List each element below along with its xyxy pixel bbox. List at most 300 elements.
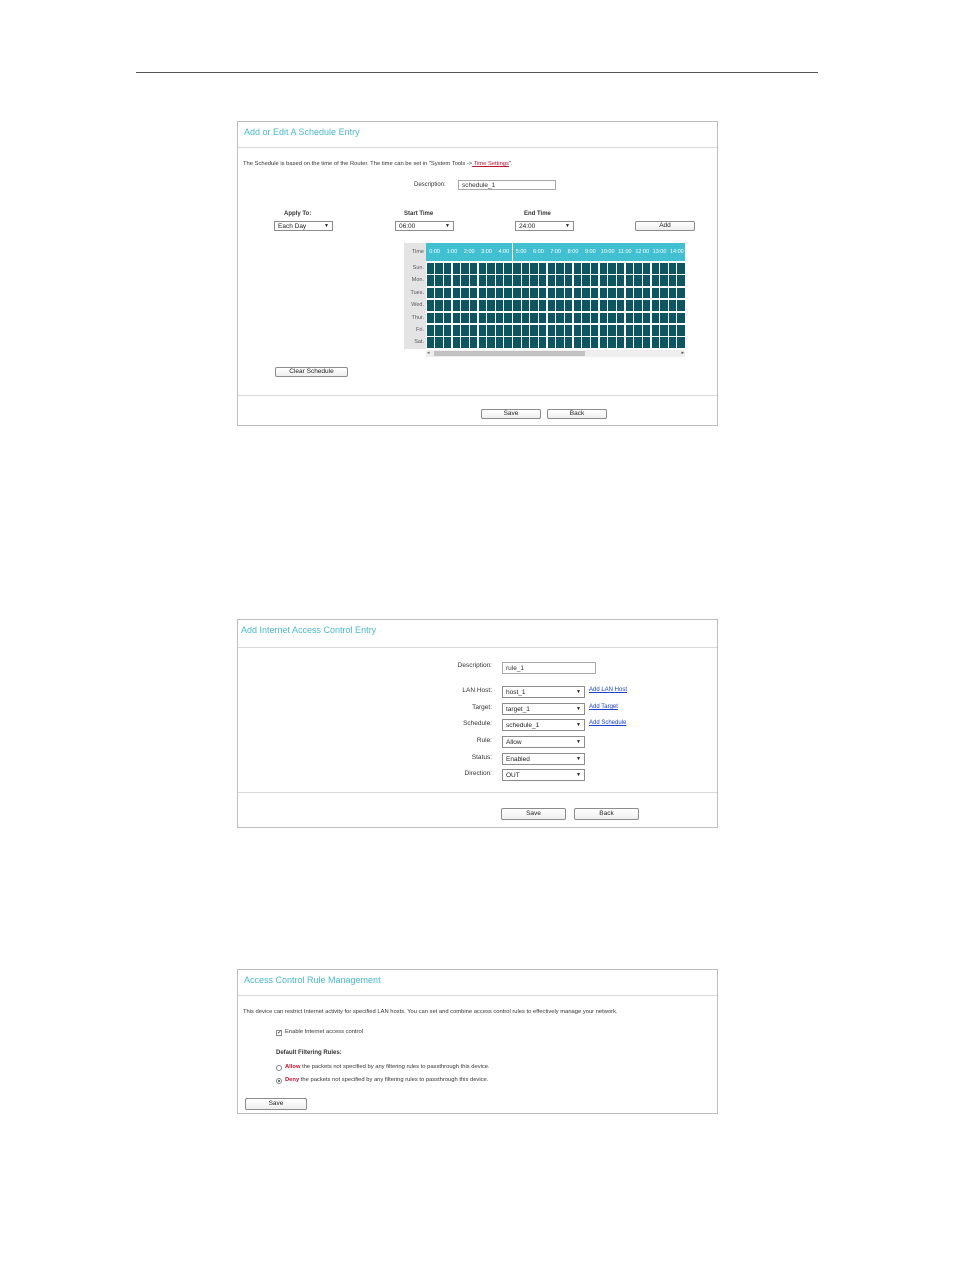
default-filtering-rules-label: Default Filtering Rules: xyxy=(276,1050,342,1056)
schedule-cell[interactable] xyxy=(504,288,511,299)
schedule-cell[interactable] xyxy=(435,263,442,274)
chevron-down-icon: ▼ xyxy=(576,706,581,712)
panel-title: Access Control Rule Management xyxy=(244,975,381,985)
schedule-cell[interactable] xyxy=(504,300,511,311)
schedule-cell[interactable] xyxy=(582,263,589,274)
schedule-cell[interactable] xyxy=(522,288,529,299)
hour-header: 10:00 xyxy=(599,243,616,261)
direction-label: Direction: xyxy=(464,770,492,777)
schedule-cell[interactable] xyxy=(591,300,598,311)
schedule-cell[interactable] xyxy=(487,263,494,274)
schedule-cell[interactable] xyxy=(487,325,494,336)
schedule-cell[interactable] xyxy=(591,325,598,336)
schedule-cell[interactable] xyxy=(626,263,633,274)
schedule-cell[interactable] xyxy=(626,337,633,348)
schedule-cell[interactable] xyxy=(634,300,641,311)
day-label: Mon. xyxy=(411,277,424,284)
day-label: Sat. xyxy=(414,339,424,346)
direction-select[interactable]: OUT ▼ xyxy=(502,769,585,781)
access-control-entry-panel xyxy=(237,619,718,828)
schedule-cell[interactable] xyxy=(548,337,555,348)
divider xyxy=(238,647,717,648)
schedule-cell[interactable] xyxy=(522,313,529,324)
schedule-cell[interactable] xyxy=(453,337,460,348)
schedule-cell[interactable] xyxy=(669,337,676,348)
day-label: Fri. xyxy=(416,327,424,333)
hour-header: 11:00 xyxy=(616,243,633,261)
schedule-cell[interactable] xyxy=(643,325,650,336)
schedule-cell[interactable] xyxy=(453,300,460,311)
schedule-cell[interactable] xyxy=(504,275,511,286)
schedule-cell[interactable] xyxy=(427,288,434,299)
schedule-cell[interactable] xyxy=(677,275,684,286)
schedule-cell[interactable] xyxy=(513,337,520,348)
schedule-cell[interactable] xyxy=(479,313,486,324)
schedule-cell[interactable] xyxy=(565,313,572,324)
schedule-cell[interactable] xyxy=(556,288,563,299)
scroll-thumb[interactable] xyxy=(434,351,585,356)
schedule-cell[interactable] xyxy=(574,325,581,336)
schedule-cell[interactable] xyxy=(530,300,537,311)
chevron-down-icon: ▼ xyxy=(576,739,581,745)
schedule-cell[interactable] xyxy=(435,275,442,286)
schedule-cell[interactable] xyxy=(427,325,434,336)
schedule-select[interactable]: schedule_1 ▼ xyxy=(502,719,585,731)
schedule-cell[interactable] xyxy=(652,288,659,299)
schedule-cell[interactable] xyxy=(677,313,684,324)
description-label: Description: xyxy=(414,182,446,188)
schedule-cell[interactable] xyxy=(444,288,451,299)
hour-header: 12:00 xyxy=(634,243,651,261)
schedule-cell[interactable] xyxy=(652,337,659,348)
allow-radio[interactable] xyxy=(276,1065,282,1071)
schedule-cell[interactable] xyxy=(427,337,434,348)
description-input[interactable]: rule_1 xyxy=(502,662,596,674)
schedule-cell[interactable] xyxy=(444,313,451,324)
schedule-cell[interactable] xyxy=(548,313,555,324)
schedule-cell[interactable] xyxy=(643,275,650,286)
schedule-cell[interactable] xyxy=(600,313,607,324)
schedule-cell[interactable] xyxy=(435,325,442,336)
schedule-cell[interactable] xyxy=(522,263,529,274)
schedule-cell[interactable] xyxy=(504,337,511,348)
schedule-cell[interactable] xyxy=(487,275,494,286)
schedule-cell[interactable] xyxy=(548,263,555,274)
add-schedule-link[interactable]: Add Schedule xyxy=(589,720,627,726)
schedule-cell[interactable] xyxy=(617,337,624,348)
schedule-cell[interactable] xyxy=(496,263,503,274)
schedule-cell[interactable] xyxy=(669,300,676,311)
schedule-cell[interactable] xyxy=(574,263,581,274)
allow-rule-text: Allow the packets not specified by any filtering rules to passthrough this device. xyxy=(285,1064,490,1070)
schedule-cell[interactable] xyxy=(608,263,615,274)
schedule-cell[interactable] xyxy=(522,275,529,286)
schedule-cell[interactable] xyxy=(548,288,555,299)
schedule-cell[interactable] xyxy=(556,275,563,286)
schedule-cell[interactable] xyxy=(530,337,537,348)
day-label: Thur. xyxy=(411,314,424,321)
schedule-cell[interactable] xyxy=(479,337,486,348)
save-button[interactable]: Save xyxy=(245,1098,307,1110)
schedule-cell[interactable] xyxy=(582,288,589,299)
schedule-cell[interactable] xyxy=(479,263,486,274)
start-time-select[interactable]: 06:00 ▼ xyxy=(395,221,454,231)
hour-header: 13:00 xyxy=(651,243,668,261)
chevron-down-icon: ▼ xyxy=(576,756,581,762)
hour-header: 14:00 xyxy=(668,243,685,261)
schedule-cell[interactable] xyxy=(634,313,641,324)
schedule-cell[interactable] xyxy=(626,313,633,324)
hour-header: 0:00 xyxy=(426,243,443,261)
schedule-cell[interactable] xyxy=(435,313,442,324)
hour-header: 8:00 xyxy=(564,243,581,261)
schedule-cell[interactable] xyxy=(652,275,659,286)
target-label: Target: xyxy=(472,704,492,711)
schedule-cell[interactable] xyxy=(582,337,589,348)
schedule-cell[interactable] xyxy=(556,337,563,348)
schedule-cell[interactable] xyxy=(530,263,537,274)
schedule-cell[interactable] xyxy=(530,325,537,336)
schedule-cell[interactable] xyxy=(470,275,477,286)
schedule-cell[interactable] xyxy=(574,288,581,299)
chevron-down-icon: ▼ xyxy=(576,689,581,695)
save-button[interactable]: Save xyxy=(501,808,566,820)
schedule-cell[interactable] xyxy=(574,337,581,348)
clear-schedule-button[interactable]: Clear Schedule xyxy=(275,367,348,377)
lan-host-label: LAN Host: xyxy=(462,687,492,694)
schedule-cell[interactable] xyxy=(608,288,615,299)
schedule-cell[interactable] xyxy=(487,337,494,348)
schedule-cell[interactable] xyxy=(496,288,503,299)
enable-access-control-label: Enable Internet access control xyxy=(285,1029,363,1035)
schedule-cell[interactable] xyxy=(453,275,460,286)
schedule-cell[interactable] xyxy=(513,263,520,274)
hour-header: 4:00 xyxy=(495,243,512,261)
time-header: Time xyxy=(411,249,424,255)
schedule-cell[interactable] xyxy=(522,300,529,311)
schedule-cell[interactable] xyxy=(600,288,607,299)
chevron-down-icon: ▼ xyxy=(576,772,581,778)
schedule-cell[interactable] xyxy=(608,300,615,311)
schedule-cell[interactable] xyxy=(626,275,633,286)
schedule-cell[interactable] xyxy=(444,325,451,336)
schedule-cell[interactable] xyxy=(487,300,494,311)
chevron-down-icon: ▼ xyxy=(565,223,570,229)
schedule-cell[interactable] xyxy=(539,263,546,274)
lan-host-select[interactable]: host_1 ▼ xyxy=(502,686,585,698)
schedule-cell[interactable] xyxy=(617,325,624,336)
schedule-cell[interactable] xyxy=(660,275,667,286)
schedule-grid xyxy=(404,243,686,359)
panel-title: Add or Edit A Schedule Entry xyxy=(244,127,360,137)
schedule-cell[interactable] xyxy=(444,263,451,274)
schedule-cell[interactable] xyxy=(496,313,503,324)
schedule-cell[interactable] xyxy=(565,337,572,348)
schedule-cell[interactable] xyxy=(574,275,581,286)
schedule-cell[interactable] xyxy=(660,337,667,348)
schedule-cell[interactable] xyxy=(479,325,486,336)
schedule-cell[interactable] xyxy=(608,337,615,348)
schedule-cell[interactable] xyxy=(643,300,650,311)
schedule-cell[interactable] xyxy=(539,288,546,299)
schedule-cell[interactable] xyxy=(470,263,477,274)
schedule-cell[interactable] xyxy=(548,325,555,336)
schedule-cell[interactable] xyxy=(470,313,477,324)
time-settings-link[interactable]: Time Settings xyxy=(472,161,509,167)
schedule-cell[interactable] xyxy=(513,313,520,324)
schedule-cell[interactable] xyxy=(574,313,581,324)
schedule-cell[interactable] xyxy=(504,313,511,324)
schedule-cell[interactable] xyxy=(453,325,460,336)
schedule-cell[interactable] xyxy=(444,300,451,311)
schedule-cell[interactable] xyxy=(461,263,468,274)
schedule-cell[interactable] xyxy=(522,325,529,336)
schedule-cell[interactable] xyxy=(617,288,624,299)
schedule-cell[interactable] xyxy=(470,300,477,311)
schedule-cell[interactable] xyxy=(591,313,598,324)
schedule-cell[interactable] xyxy=(427,263,434,274)
schedule-cell[interactable] xyxy=(539,313,546,324)
hour-header: 9:00 xyxy=(582,243,599,261)
schedule-cell[interactable] xyxy=(677,325,684,336)
schedule-cell[interactable] xyxy=(565,275,572,286)
schedule-cell[interactable] xyxy=(530,275,537,286)
schedule-cell[interactable] xyxy=(677,337,684,348)
schedule-cell[interactable] xyxy=(591,263,598,274)
chevron-down-icon: ▼ xyxy=(324,223,329,229)
schedule-cell[interactable] xyxy=(556,300,563,311)
schedule-cell[interactable] xyxy=(444,275,451,286)
schedule-cell[interactable] xyxy=(487,288,494,299)
schedule-cell[interactable] xyxy=(652,325,659,336)
schedule-cell[interactable] xyxy=(513,288,520,299)
schedule-cell[interactable] xyxy=(496,300,503,311)
schedule-cell[interactable] xyxy=(626,288,633,299)
day-label-column xyxy=(404,243,426,349)
schedule-cell[interactable] xyxy=(634,337,641,348)
schedule-cell[interactable] xyxy=(513,275,520,286)
schedule-cell[interactable] xyxy=(574,300,581,311)
schedule-cell[interactable] xyxy=(660,300,667,311)
panel-title: Add Internet Access Control Entry xyxy=(241,625,377,635)
apply-to-label: Apply To: xyxy=(284,211,312,217)
schedule-cell[interactable] xyxy=(539,337,546,348)
schedule-cell[interactable] xyxy=(496,325,503,336)
schedule-cell[interactable] xyxy=(470,325,477,336)
schedule-cell[interactable] xyxy=(652,313,659,324)
schedule-cell[interactable] xyxy=(435,337,442,348)
schedule-cell[interactable] xyxy=(435,300,442,311)
schedule-cell[interactable] xyxy=(669,263,676,274)
schedule-cell[interactable] xyxy=(643,313,650,324)
schedule-cell[interactable] xyxy=(444,337,451,348)
schedule-cell[interactable] xyxy=(600,263,607,274)
schedule-cell[interactable] xyxy=(522,337,529,348)
hour-header: 2:00 xyxy=(461,243,478,261)
page-top-rule xyxy=(136,72,818,73)
schedule-cell[interactable] xyxy=(617,300,624,311)
schedule-cell[interactable] xyxy=(617,263,624,274)
chevron-down-icon: ▼ xyxy=(576,722,581,728)
scroll-right-icon[interactable]: ▸ xyxy=(681,350,684,356)
enable-access-control-checkbox[interactable]: ✓ xyxy=(277,1030,283,1036)
schedule-cell[interactable] xyxy=(617,313,624,324)
schedule-cell[interactable] xyxy=(539,275,546,286)
rule-select[interactable]: Allow ▼ xyxy=(502,736,585,748)
schedule-cell[interactable] xyxy=(608,325,615,336)
schedule-cell[interactable] xyxy=(461,288,468,299)
schedule-cell[interactable] xyxy=(556,313,563,324)
schedule-cell[interactable] xyxy=(461,325,468,336)
schedule-cell[interactable] xyxy=(470,288,477,299)
schedule-cell[interactable] xyxy=(600,275,607,286)
schedule-cell[interactable] xyxy=(643,288,650,299)
rule-mgmt-info-text: This device can restrict Internet activity for specified LAN hosts. You can set and combine access control rules to effectively manage your network. xyxy=(243,1009,618,1015)
schedule-cell[interactable] xyxy=(461,275,468,286)
schedule-cell[interactable] xyxy=(487,313,494,324)
schedule-cell[interactable] xyxy=(582,313,589,324)
schedule-cell[interactable] xyxy=(496,275,503,286)
schedule-cell[interactable] xyxy=(600,300,607,311)
schedule-cell[interactable] xyxy=(530,313,537,324)
horizontal-scrollbar[interactable] xyxy=(426,350,685,357)
schedule-cell[interactable] xyxy=(591,275,598,286)
schedule-cell[interactable] xyxy=(643,263,650,274)
back-button[interactable]: Back xyxy=(574,808,639,820)
schedule-cell[interactable] xyxy=(548,275,555,286)
end-time-select[interactable]: 24:00 ▼ xyxy=(515,221,574,231)
description-label: Description: xyxy=(457,662,492,669)
schedule-cell[interactable] xyxy=(591,337,598,348)
schedule-cell[interactable] xyxy=(556,263,563,274)
scroll-left-icon[interactable]: ◂ xyxy=(427,350,430,356)
save-button[interactable]: Save xyxy=(481,409,541,419)
schedule-cell[interactable] xyxy=(548,300,555,311)
schedule-entry-panel xyxy=(237,121,718,426)
schedule-cell[interactable] xyxy=(504,325,511,336)
schedule-cell[interactable] xyxy=(669,288,676,299)
schedule-cell[interactable] xyxy=(565,300,572,311)
schedule-cell[interactable] xyxy=(660,288,667,299)
schedule-cell[interactable] xyxy=(600,325,607,336)
divider xyxy=(238,792,717,793)
schedule-cell[interactable] xyxy=(660,263,667,274)
schedule-cell[interactable] xyxy=(479,288,486,299)
schedule-info-text: The Schedule is based on the time of the Router. The time can be set in "System Tools -> Time Settings". xyxy=(243,161,513,167)
day-label: Wed. xyxy=(411,302,424,309)
deny-rule-text: Deny the packets not specified by any filtering rules to passthrough this device. xyxy=(285,1077,489,1083)
schedule-cell[interactable] xyxy=(427,275,434,286)
access-control-rule-management-panel xyxy=(237,969,718,1114)
schedule-cell[interactable] xyxy=(608,275,615,286)
hour-header: 3:00 xyxy=(478,243,495,261)
hour-header: 1:00 xyxy=(443,243,460,261)
schedule-cell[interactable] xyxy=(453,313,460,324)
schedule-cell[interactable] xyxy=(427,313,434,324)
schedule-cell[interactable] xyxy=(634,275,641,286)
schedule-cell[interactable] xyxy=(677,288,684,299)
status-label: Status: xyxy=(471,754,492,761)
schedule-cell[interactable] xyxy=(669,325,676,336)
schedule-cell[interactable] xyxy=(461,300,468,311)
schedule-cell[interactable] xyxy=(677,300,684,311)
schedule-cell[interactable] xyxy=(652,300,659,311)
schedule-cell[interactable] xyxy=(634,288,641,299)
divider xyxy=(238,147,717,148)
status-select[interactable]: Enabled ▼ xyxy=(502,753,585,765)
schedule-cell[interactable] xyxy=(556,325,563,336)
schedule-cell[interactable] xyxy=(435,288,442,299)
schedule-cell[interactable] xyxy=(427,300,434,311)
schedule-cell[interactable] xyxy=(634,325,641,336)
schedule-cell[interactable] xyxy=(530,288,537,299)
schedule-cell[interactable] xyxy=(539,300,546,311)
schedule-cell[interactable] xyxy=(591,288,598,299)
add-button[interactable]: Add xyxy=(635,221,695,231)
schedule-cell[interactable] xyxy=(582,325,589,336)
rule-label: Rule: xyxy=(476,737,492,744)
schedule-cell[interactable] xyxy=(660,313,667,324)
schedule-label: Schedule: xyxy=(463,720,492,727)
schedule-cell[interactable] xyxy=(453,263,460,274)
target-select[interactable]: target_1 ▼ xyxy=(502,703,585,715)
schedule-cell[interactable] xyxy=(582,300,589,311)
deny-radio[interactable] xyxy=(276,1078,282,1084)
schedule-cell[interactable] xyxy=(643,337,650,348)
schedule-cell[interactable] xyxy=(504,263,511,274)
schedule-cell[interactable] xyxy=(453,288,460,299)
schedule-cell[interactable] xyxy=(539,325,546,336)
schedule-cell[interactable] xyxy=(617,275,624,286)
schedule-cell[interactable] xyxy=(565,288,572,299)
schedule-cell[interactable] xyxy=(626,300,633,311)
end-time-label: End Time xyxy=(524,211,551,217)
add-lan-host-link[interactable]: Add LAN Host xyxy=(589,687,628,693)
schedule-cell[interactable] xyxy=(626,325,633,336)
divider xyxy=(238,995,717,996)
day-label: Tues. xyxy=(410,289,424,296)
schedule-cell[interactable] xyxy=(479,300,486,311)
start-time-label: Start Time xyxy=(404,211,434,217)
schedule-cell[interactable] xyxy=(608,313,615,324)
apply-to-select[interactable]: Each Day ▼ xyxy=(274,221,333,231)
schedule-cell[interactable] xyxy=(470,337,477,348)
schedule-cell[interactable] xyxy=(634,263,641,274)
schedule-cell[interactable] xyxy=(600,337,607,348)
schedule-cell[interactable] xyxy=(565,263,572,274)
schedule-cell[interactable] xyxy=(669,275,676,286)
schedule-cell[interactable] xyxy=(565,325,572,336)
schedule-cell[interactable] xyxy=(582,275,589,286)
schedule-cell[interactable] xyxy=(669,313,676,324)
add-target-link[interactable]: Add Target xyxy=(589,704,618,710)
schedule-cell[interactable] xyxy=(660,325,667,336)
chevron-down-icon: ▼ xyxy=(445,223,450,229)
hour-header: 7:00 xyxy=(547,243,564,261)
back-button[interactable]: Back xyxy=(547,409,607,419)
schedule-cell[interactable] xyxy=(652,263,659,274)
schedule-cell[interactable] xyxy=(479,275,486,286)
hour-header: 5:00 xyxy=(513,243,530,261)
schedule-cell[interactable] xyxy=(496,337,503,348)
schedule-cell[interactable] xyxy=(677,263,684,274)
description-input[interactable]: schedule_1 xyxy=(458,180,556,190)
schedule-cell[interactable] xyxy=(461,337,468,348)
schedule-cell[interactable] xyxy=(513,300,520,311)
schedule-cell[interactable] xyxy=(461,313,468,324)
schedule-cell[interactable] xyxy=(513,325,520,336)
hour-header: 6:00 xyxy=(530,243,547,261)
